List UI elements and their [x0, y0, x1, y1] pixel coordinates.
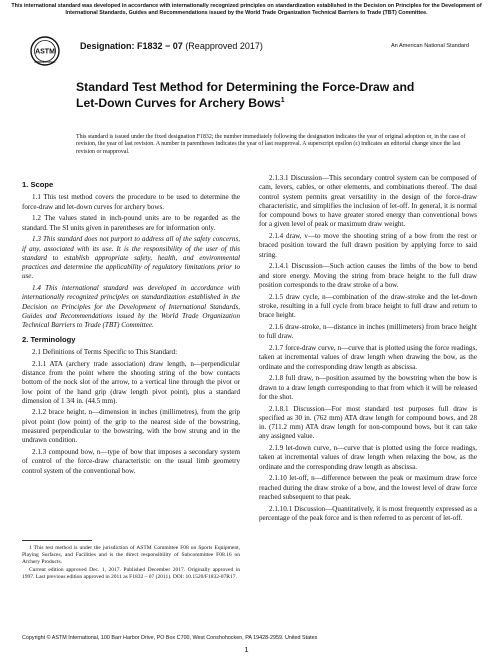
para-1-1: 1.1 This test method covers the procedure to be used to determine the force-draw and let-down curves for archery bows. — [22, 193, 240, 211]
para-2-1-3: 2.1.3 compound bow, n—type of bow that imposes a secondary system of control of the force-draw characteristic on the usual limb geometry control system of the conventional bow. — [22, 448, 240, 475]
standard-issue-note: This standard is issued under the fixed designation F1832; the number immediately following the designation indicates the year of original adoption or, in the case of revision, the year of last revision. A number in parentheses indicates the year of last reapproval. A superscript epsilon (ε) indicates an editorial change since the last revision or reapproval. — [76, 134, 466, 155]
ans-label: An American National Standard — [390, 43, 469, 49]
para-2-1-4: 2.1.4 draw, v—to move the shooting string of a bow from the rest or braced position toward the full drawn position by applying force to said string. — [259, 232, 477, 259]
left-column — [22, 176, 240, 478]
reapproved-label: (Reapproved 2017) — [185, 41, 263, 51]
para-2-1: 2.1 Definitions of Terms Specific to This Standard: — [32, 347, 178, 356]
footnote-1: 1 This test method is under the jurisdiction of ASTM Committee F08 on Sports Equipment, Playing Surfaces, and Facilities and is the direct responsibility of Subcommittee F08.16 on Archery Products. — [22, 545, 240, 565]
page-number: 1 — [244, 645, 249, 654]
standards-notice: This international standard was developed in accordance with internationally recognized principles on standardization established in the Decision on Principles for the Development of International Standards, Guides and Recommendations issued by the World Trade Organization Technical Barriers to Trade (TBT) Committee. — [11, 3, 482, 16]
para-2-1-5: 2.1.5 draw cycle, n—combination of the draw-stroke and the let-down stroke, resulting in a full cycle from brace height to full draw and return to brace height. — [259, 292, 477, 320]
para-2-1-8-1: 2.1.8.1 Discussion—For most standard test purposes full draw is specified as 30 in. (762 mm) ATA draw length for compound bows, and 28 in. (711.2 mm) ATA draw length for non-compound bows, but it can take any assigned value. — [259, 404, 477, 441]
para-1-2: 1.2 The values stated in inch-pound units are to be regarded as the standard. The SI units given in parentheses are for information only. — [22, 214, 240, 232]
title-footnote-mark: 1 — [280, 97, 285, 104]
scope-heading: 1. Scope — [22, 180, 54, 189]
title-text: Standard Test Method for Determining the Force-Draw and Let-Down Curves for Archery Bows — [76, 80, 415, 111]
para-2-1-1: 2.1.1 ATA (archery trade association) draw length, n—perpendicular distance from the point where the shooting string of the bow contacts bottom of the nock slot of the arrow, to a vertical line through the pivot or low point of the hand grip (draw length pivot point), plus a standard dimension of 1 3⁄4 in. (44.5 mm). — [22, 359, 240, 405]
para-1-3: 1.3 This standard does not purport to address all of the safety concerns, if any, associated with its use. It is the responsibility of the user of this standard to establish appropriate safety, health, and environmental practices and determine the applicability of regulatory limitations prior to use. — [22, 235, 240, 281]
astm-logo-icon — [30, 36, 60, 66]
para-1-4: 1.4 This international standard was developed in accordance with internationally recognized principles on standardization established in the Decision on Principles for the Development of International Standards, Guides and Recommendations issued by the World Trade Organization Technical Barriers to Trade (TBT) Committee. — [22, 284, 240, 330]
para-2-1-3-1: 2.1.3.1 Discussion—This secondary control system can be composed of cam, levers, cables, or other elements, and combinations thereof. The dual control system permits great versatility in the design of the force-draw characteristic, and simplifies the inclusion of let-off. In general, it is normal for compound bows to have greater stored energy than conventional bows for a given level of peak or maximum draw weight. — [259, 174, 477, 229]
para-2-1-2: 2.1.2 brace height, n—dimension in inches (millimetres), from the grip pivot point (low point) of the grip to the nearest side of the bowstring, measured perpendicular to the bowstring, with the bow strung and in the undrawn condition. — [22, 408, 240, 445]
copyright-notice: Copyright © ASTM International, 100 Barr Harbor Drive, PO Box C700, West Conshohocken, PA 19428-2959. United States — [22, 635, 318, 641]
footnote-rule — [22, 540, 92, 541]
para-2-1-10: 2.1.10 let-off, n—difference between the peak or maximum draw force reached during the draw stroke of a bow, and the lowest level of draw force reached subsequent to that peak. — [259, 474, 477, 502]
para-2-1-10-1: 2.1.10.1 Discussion—Quantitatively, it is most frequently expressed as a percentage of the peak force and is then referred to as percent of let-off. — [259, 504, 477, 522]
para-2-1-7: 2.1.7 force-draw curve, n—curve that is plotted using the force readings, taken at incremental values of draw length when drawing the bow, as the ordinate and the corresponding draw length as abscissa. — [259, 344, 477, 371]
document-title — [76, 80, 436, 110]
para-2-1-9: 2.1.9 let-down curve, n—curve that is plotted using the force readings, taken at incremental values of draw length when relaxing the bow, as the ordinate and the corresponding draw length as abscissa. — [259, 444, 477, 471]
terminology-heading: 2. Terminology — [22, 334, 76, 344]
designation-label: Designation: F1832 − 07 — [80, 41, 183, 51]
para-2-1-8: 2.1.8 full draw, n—position assumed by the bowstring when the bow is drawn to a draw length corresponding to that from which it will be released for the shot. — [259, 374, 477, 401]
footnote-2: Current edition approved Dec. 1, 2017. Published December 2017. Originally approved in 1997. Last previous edition approved in 2011 as F1832 – 07 (2011). DOI: 10.1520/F1832-07R17. — [22, 567, 240, 581]
para-2-1-4-1: 2.1.4.1 Discussion—Such action causes the limbs of the bow to bend and store energy. Moving the string from brace height to the full draw position corresponds to the draw stroke of a bow. — [259, 262, 477, 290]
svg-text:INTERNATIONAL: INTERNATIONAL — [34, 61, 56, 64]
footnotes — [22, 540, 240, 583]
para-2-1-6: 2.1.6 draw-stroke, n—distance in inches (millimeters) from brace height to full draw. — [259, 323, 477, 341]
right-column — [259, 174, 477, 526]
svg-text:ASTM: ASTM — [35, 48, 55, 56]
designation — [80, 41, 263, 51]
